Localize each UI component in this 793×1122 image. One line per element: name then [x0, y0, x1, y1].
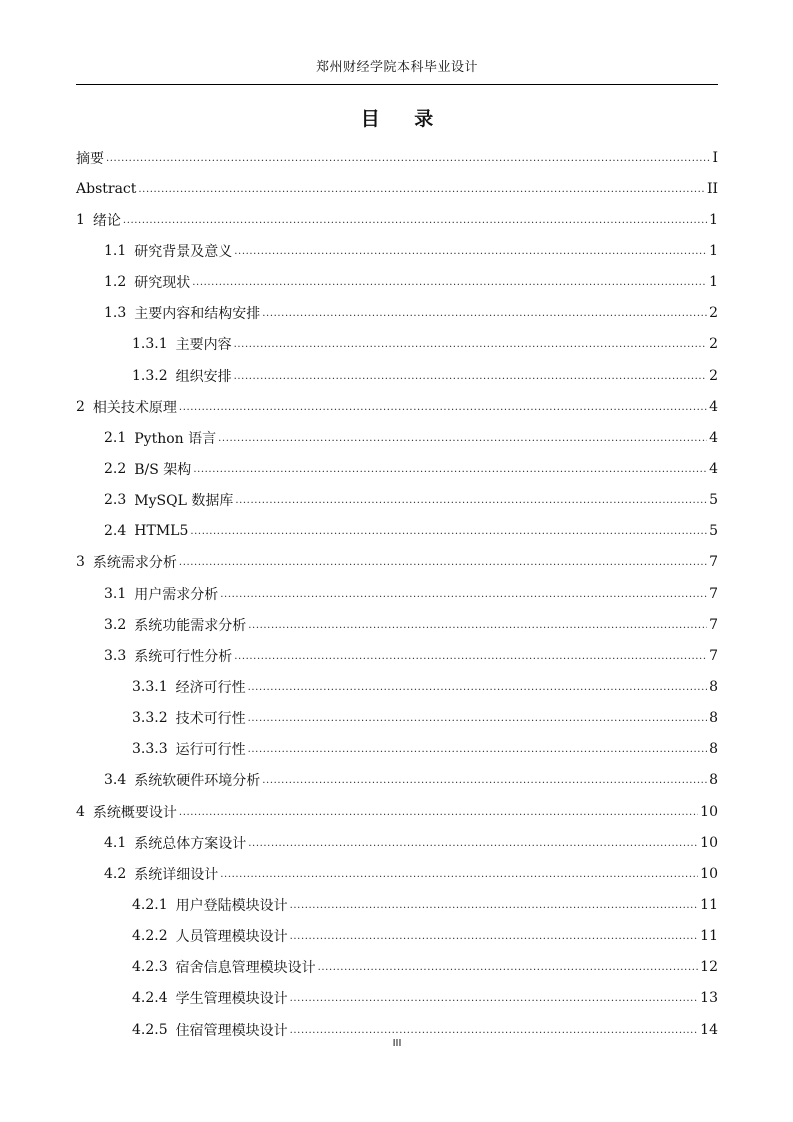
- dot-leader: [290, 990, 699, 1006]
- toc-entry-label: 住宿管理模块设计: [175, 1022, 288, 1039]
- toc-entry-page: 7: [709, 585, 718, 602]
- toc-entry[interactable]: [76, 765, 718, 796]
- toc-entry-number: 3.4: [104, 772, 127, 789]
- toc-entry-label: MySQL 数据库: [134, 493, 234, 510]
- toc-entry[interactable]: [76, 453, 718, 484]
- table-of-contents: [76, 142, 718, 1045]
- toc-entry-page: 2: [709, 305, 718, 322]
- toc-entry[interactable]: [76, 858, 718, 889]
- toc-entry-number: 4.2.1: [132, 896, 168, 913]
- dot-leader: [234, 336, 707, 352]
- toc-entry[interactable]: [76, 204, 718, 235]
- toc-entry-number: 3.2: [104, 616, 127, 633]
- toc-entry-number: 1.3.2: [132, 367, 168, 384]
- toc-entry-number: 3.3: [104, 647, 127, 664]
- toc-entry[interactable]: [76, 952, 718, 983]
- toc-entry-label: Python 语言: [134, 430, 217, 447]
- toc-entry-page: 7: [709, 554, 718, 571]
- toc-entry[interactable]: [76, 360, 718, 391]
- toc-entry-number: 4.2: [104, 865, 127, 882]
- toc-entry-page: 8: [709, 772, 718, 789]
- toc-entry-page: 1: [709, 211, 718, 228]
- toc-entry[interactable]: [76, 827, 718, 858]
- toc-entry-label: 宿舍信息管理模块设计: [175, 960, 316, 977]
- toc-entry[interactable]: [76, 298, 718, 329]
- dot-leader: [234, 243, 707, 259]
- running-header: 郑州财经学院本科毕业设计: [315, 60, 478, 75]
- toc-entry[interactable]: [76, 142, 718, 173]
- toc-entry-page: 4: [709, 460, 718, 477]
- dot-leader: [262, 305, 707, 321]
- toc-entry-page: 14: [700, 1021, 718, 1038]
- toc-entry-page: 10: [700, 803, 718, 820]
- toc-entry[interactable]: [76, 516, 718, 547]
- toc-entry-page: 8: [709, 678, 718, 695]
- dot-leader: [220, 586, 707, 602]
- toc-entry[interactable]: [76, 983, 718, 1014]
- dot-leader: [106, 150, 710, 166]
- dot-leader: [218, 430, 707, 446]
- dot-leader: [123, 212, 707, 228]
- toc-entry-label: 组织安排: [175, 368, 232, 385]
- dot-leader: [290, 897, 699, 913]
- toc-entry-label: 研究现状: [134, 275, 191, 292]
- toc-entry[interactable]: [76, 391, 718, 422]
- toc-entry-page: 13: [700, 990, 718, 1007]
- dot-leader: [318, 959, 699, 975]
- toc-entry-page: 8: [709, 710, 718, 727]
- dot-leader: [248, 679, 707, 695]
- toc-entry-page: 11: [700, 928, 718, 945]
- dot-leader: [248, 741, 707, 757]
- toc-entry-label: 主要内容: [175, 337, 232, 354]
- toc-entry-page: 7: [709, 616, 718, 633]
- toc-entry[interactable]: [76, 267, 718, 298]
- toc-entry-page: 2: [709, 336, 718, 353]
- toc-entry-label: 系统详细设计: [134, 866, 219, 883]
- toc-entry-label: Abstract: [76, 180, 137, 197]
- dot-leader: [179, 554, 707, 570]
- toc-entry-label: HTML5: [134, 523, 189, 540]
- toc-entry-number: 1.3.1: [132, 336, 168, 353]
- toc-entry-label: 运行可行性: [175, 742, 246, 759]
- dot-leader: [290, 1022, 699, 1038]
- dot-leader: [179, 804, 698, 820]
- toc-entry-number: 1: [76, 211, 85, 228]
- page-number: III: [392, 1038, 402, 1049]
- dot-leader: [248, 617, 707, 633]
- dot-leader: [234, 368, 707, 384]
- toc-entry[interactable]: [76, 235, 718, 266]
- toc-entry-page: 10: [700, 865, 718, 882]
- toc-entry-number: 2.1: [104, 429, 127, 446]
- toc-entry-label: 系统需求分析: [92, 555, 177, 572]
- dot-leader: [138, 181, 705, 197]
- toc-entry-label: 经济可行性: [175, 679, 246, 696]
- toc-entry[interactable]: [76, 547, 718, 578]
- toc-entry-label: 绪论: [92, 212, 121, 229]
- header-rule: [76, 84, 718, 85]
- toc-entry-label: 摘要: [76, 150, 104, 167]
- toc-entry-label: 研究背景及意义: [134, 243, 233, 260]
- dot-leader: [248, 835, 698, 851]
- toc-entry[interactable]: [76, 671, 718, 702]
- toc-entry-number: 2.4: [104, 523, 127, 540]
- toc-entry[interactable]: [76, 796, 718, 827]
- toc-entry-number: 2: [76, 398, 85, 415]
- toc-entry-label: 用户需求分析: [134, 586, 219, 603]
- toc-entry-number: 4.2.4: [132, 990, 168, 1007]
- toc-entry[interactable]: [76, 734, 718, 765]
- toc-entry-number: 2.2: [104, 460, 127, 477]
- toc-entry-number: 3.3.1: [132, 678, 168, 695]
- toc-entry-number: 4.2.3: [132, 959, 168, 976]
- toc-entry-page: 5: [709, 523, 718, 540]
- toc-entry-page: 10: [700, 834, 718, 851]
- toc-entry-label: 系统总体方案设计: [134, 835, 247, 852]
- toc-entry-label: 系统可行性分析: [134, 648, 233, 665]
- dot-leader: [235, 492, 707, 508]
- toc-entry-label: B/S 架构: [134, 461, 192, 478]
- toc-entry-page: 7: [709, 647, 718, 664]
- toc-entry[interactable]: [76, 329, 718, 360]
- toc-entry[interactable]: [76, 609, 718, 640]
- toc-entry[interactable]: [76, 578, 718, 609]
- dot-leader: [179, 399, 707, 415]
- toc-entry-page: 2: [709, 367, 718, 384]
- toc-entry[interactable]: [76, 640, 718, 671]
- toc-entry-label: 技术可行性: [175, 711, 246, 728]
- toc-entry-page: 12: [700, 959, 718, 976]
- toc-entry-page: 1: [709, 242, 718, 259]
- dot-leader: [234, 648, 707, 664]
- toc-entry-number: 1.3: [104, 305, 127, 322]
- toc-entry-number: 3.1: [104, 585, 127, 602]
- toc-entry-label: 用户登陆模块设计: [175, 897, 288, 914]
- toc-entry-number: 2.3: [104, 492, 127, 509]
- toc-title: 目 录: [360, 108, 434, 130]
- toc-entry-page: 5: [709, 492, 718, 509]
- dot-leader: [193, 461, 707, 477]
- toc-entry-page: 4: [709, 398, 718, 415]
- toc-entry-label: 主要内容和结构安排: [134, 306, 261, 323]
- toc-entry[interactable]: [76, 889, 718, 920]
- toc-entry-page: II: [706, 180, 718, 197]
- toc-entry-label: 系统概要设计: [92, 804, 177, 821]
- toc-entry[interactable]: [76, 921, 718, 952]
- toc-entry-number: 1.2: [104, 274, 127, 291]
- toc-entry-number: 4.1: [104, 834, 127, 851]
- toc-entry-page: I: [712, 149, 718, 166]
- dot-leader: [192, 274, 707, 290]
- toc-entry-number: 4.2.5: [132, 1021, 168, 1038]
- dot-leader: [290, 928, 699, 944]
- toc-entry[interactable]: [76, 485, 718, 516]
- dot-leader: [262, 772, 707, 788]
- toc-entry-number: 1.1: [104, 242, 127, 259]
- toc-entry[interactable]: [76, 173, 718, 204]
- toc-entry-number: 4.2.2: [132, 928, 168, 945]
- toc-entry-number: 3: [76, 554, 85, 571]
- toc-entry-page: 11: [700, 896, 718, 913]
- toc-entry[interactable]: [76, 422, 718, 453]
- dot-leader: [248, 710, 707, 726]
- toc-entry-page: 8: [709, 741, 718, 758]
- toc-entry-page: 1: [709, 274, 718, 291]
- toc-entry-number: 3.3.2: [132, 710, 168, 727]
- toc-entry-label: 系统功能需求分析: [134, 617, 247, 634]
- toc-entry-number: 3.3.3: [132, 741, 168, 758]
- dot-leader: [220, 866, 698, 882]
- dot-leader: [190, 523, 707, 539]
- toc-entry-label: 相关技术原理: [92, 399, 177, 416]
- toc-entry-number: 4: [76, 803, 85, 820]
- toc-entry[interactable]: [76, 703, 718, 734]
- toc-entry-label: 人员管理模块设计: [175, 929, 288, 946]
- toc-entry-page: 4: [709, 429, 718, 446]
- toc-entry-label: 学生管理模块设计: [175, 991, 288, 1008]
- toc-entry-label: 系统软硬件环境分析: [134, 773, 261, 790]
